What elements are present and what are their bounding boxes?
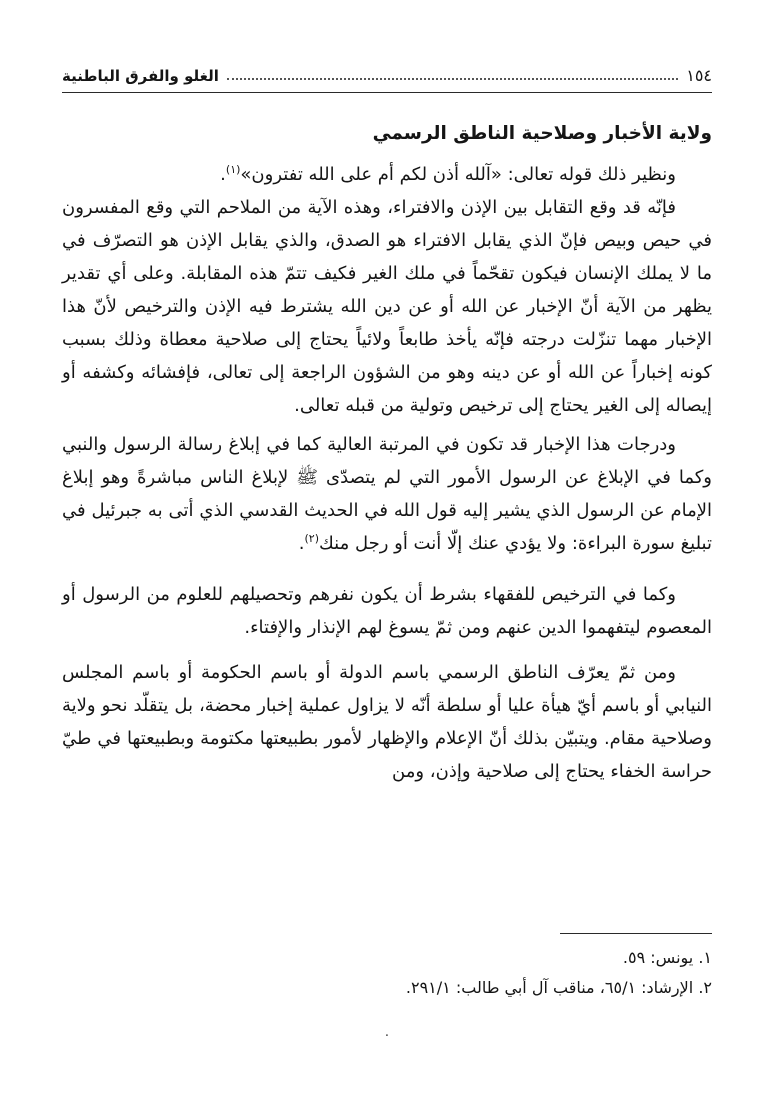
header-book-title: الغلو والفرق الباطنية — [62, 67, 219, 85]
page-number: ١٥٤ — [686, 66, 712, 85]
footnote-separator — [560, 933, 712, 934]
page-body — [62, 117, 712, 788]
footnote: ٢. الإرشاد: ٦٥/١، مناقب آل أبي طالب: ٢٩١/١. — [405, 978, 712, 997]
page-bottom-mark: · — [384, 1029, 390, 1044]
paragraph: ومن ثمّ يعرّف الناطق الرسمي باسم الدولة أو باسم الحكومة أو باسم المجلس النيابي أو باسم أيّ هيأة عليا أو سلطة أنّه لا يزاول عملية إخبار محضة، بل يتقلّد نحو ولاية وصلاحية مقام. ويتبيّن بذلك أنّ الإعلام والإظهار لأمور بطبيعتها مكتومة وبطبيعتها في طيّ حراسة الخفاء يحتاج إلى صلاحية وإذن، ومن — [62, 662, 712, 782]
paragraph: ودرجات هذا الإخبار قد تكون في المرتبة العالية كما في إبلاغ رسالة الرسول والنبي وكما في الإبلاغ عن الرسول الأمور التي لم يتصدّى ﷺ لإبلاغ الناس مباشرةً وهو إبلاغ الإمام عن الرسول الذي يشير إليه قول الله في الحديث القدسي الذي أتى به جبرئيل في تبليغ سورة البراءة: ولا يؤدي عنك إلّا أنت أو رجل منك$^{(٢)}$. — [62, 434, 712, 554]
header-dotted-leader — [227, 77, 678, 80]
footnote: ١. يونس: ٥٩. — [622, 948, 712, 967]
paragraph: فإنّه قد وقع التقابل بين الإذن والافتراء، وهذه الآية من الملاحم التي وقع المفسرون في حيص وبيص فإنّ الذي يقابل الافتراء هو الصدق، والذي يقابل الإذن هو التصرّف في ما لا يملك الإنسان فيكون تقحّماً في ملك الغير فكيف تتمّ هذه المقابلة. وعلى أي تقدير يظهر من الآية أنّ الإخبار عن الله أو عن دين الله يشترط فيه الإذن والترخيص لأنّ هذا الإخبار مهما تنزّلت درجته فإنّه يأخذ طابعاً ولائياً يحتاج إلى صلاحية معطاة وذلك بسبب كونه إخباراً عن الله أو عن دينه وهو من الشؤون الراجعة إلى تعالى، فإفشائه وكشفه أو إيصاله إلى الغير يحتاج إلى ترخيص وتولية من قبله تعالى. — [62, 197, 712, 416]
header-rule — [62, 92, 712, 93]
page-header — [62, 66, 712, 85]
section-heading: ولاية الأخبار وصلاحية الناطق الرسمي — [372, 123, 712, 144]
paragraph: وكما في الترخيص للفقهاء بشرط أن يكون نفرهم وتحصيلهم للعلوم من الرسول أو المعصوم ليتفهموا الدين عنهم ومن ثمّ يسوغ لهم الإنذار والإفتاء. — [62, 584, 712, 638]
footnotes-section — [62, 933, 712, 1004]
paragraph: ونظير ذلك قوله تعالى: «آلله أذن لكم أم على الله تفترون»$^{(١)}$. — [220, 163, 676, 185]
